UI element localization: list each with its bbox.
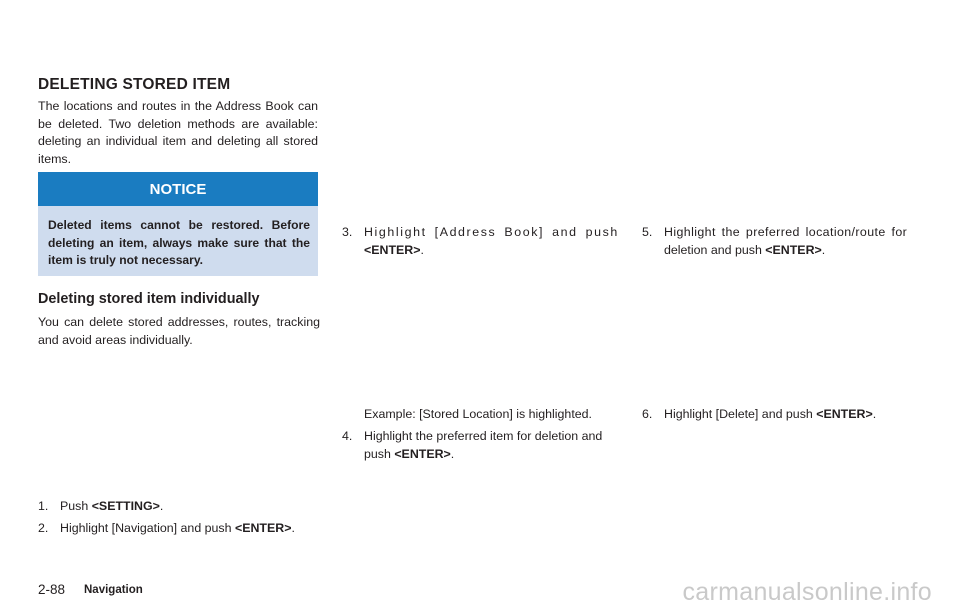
step-text: Push: [60, 499, 92, 513]
step-end: .: [159, 499, 164, 513]
step-1: [38, 498, 328, 516]
step-text-cont: push: [364, 446, 395, 461]
step-number: 2.: [38, 521, 49, 535]
step-text: Highlight [Address Book] and push: [364, 225, 619, 239]
step-end: .: [450, 446, 455, 461]
step-end: .: [872, 407, 877, 421]
step-number: 4.: [342, 429, 353, 443]
example-caption: Example: [Stored Location] is highlighted.: [364, 407, 592, 421]
step-3: [342, 224, 632, 259]
step-text: Highlight [Delete] and push: [664, 407, 817, 421]
page-number: 2-88: [38, 582, 66, 597]
step-4: [342, 428, 632, 463]
subsection-title: Deleting stored item individually: [38, 291, 260, 307]
step-number: 1.: [38, 499, 49, 513]
section-title: DELETING STORED ITEM: [38, 76, 231, 93]
key-label: <ENTER>: [364, 242, 421, 257]
key-label: <ENTER>: [234, 521, 292, 535]
footer-section: Navigation: [84, 584, 143, 596]
notice-header: [38, 172, 318, 206]
step-text: Highlight the preferred item for deletion and: [364, 429, 603, 443]
step-text-cont: deletion and push: [664, 242, 766, 257]
key-label: <ENTER>: [765, 242, 822, 257]
step-2: [38, 520, 334, 538]
key-label: <SETTING>: [91, 499, 160, 513]
step-text: Highlight the preferred location/route for: [664, 225, 908, 239]
step-6: [642, 406, 932, 424]
intro-paragraph: The locations and routes in the Address Book can be deleted. Two deletion methods are available: deleting an individual item and deleting all stored items.: [38, 99, 318, 166]
step-end: .: [420, 242, 424, 257]
step-text: Highlight [Navigation] and push: [60, 521, 235, 535]
notice-title: NOTICE: [149, 180, 207, 198]
watermark: carmanualsonline.info: [682, 578, 932, 606]
subsection-paragraph: You can delete stored addresses, routes, tracking and avoid areas individually.: [38, 315, 320, 347]
key-label: <ENTER>: [394, 446, 451, 461]
step-number: 5.: [642, 225, 653, 239]
step-5: [642, 224, 932, 259]
notice-body: Deleted items cannot be restored. Before deleting an item, always make sure that the item is truly not necessary.: [38, 206, 318, 276]
step-end: .: [291, 521, 295, 535]
step-number: 6.: [642, 407, 653, 421]
step-number: 3.: [342, 225, 353, 239]
step-end: .: [821, 242, 826, 257]
key-label: <ENTER>: [816, 407, 873, 421]
